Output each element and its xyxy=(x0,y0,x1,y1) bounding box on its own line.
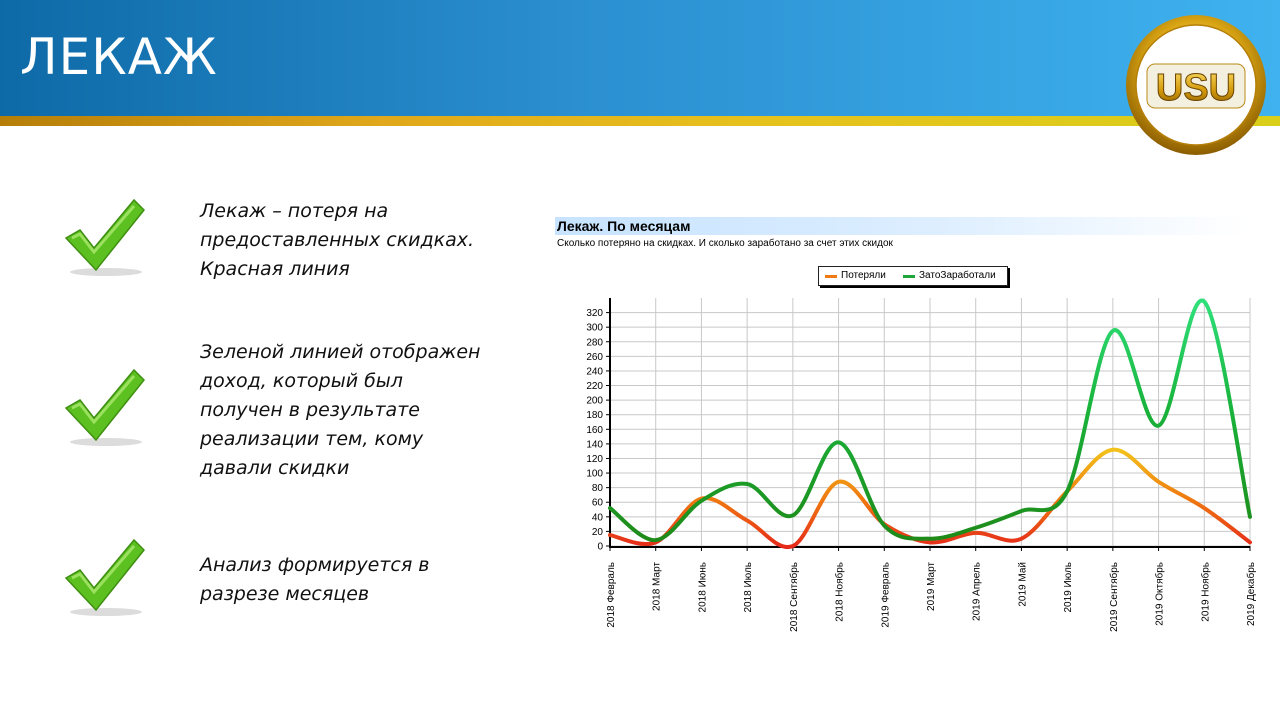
x-tick-label: 2019 Май xyxy=(1017,562,1029,607)
bullet-1-line-2: предоставленных скидках. xyxy=(200,229,475,251)
bullet-3-line-1: Анализ формируется в xyxy=(200,554,430,576)
legend-label-loss: Потеряли xyxy=(841,270,886,281)
x-tick-label: 2018 Сентябрь xyxy=(788,562,800,632)
y-tick-label: 300 xyxy=(586,322,603,334)
chart-subtitle: Сколько потеряно на скидках. И сколько заработано за счет этих скидок xyxy=(557,238,893,249)
x-tick-label: 2018 Март xyxy=(651,562,663,611)
bullet-3-line-2: разрезе месяцев xyxy=(200,583,370,605)
bullet-2-line-5: давали скидки xyxy=(200,457,350,479)
x-tick-label: 2019 Апрель xyxy=(971,562,983,621)
y-tick-label: 240 xyxy=(586,366,603,378)
chart-title: Лекаж. По месяцам xyxy=(555,217,1247,235)
legend-label-profit: ЗатоЗаработали xyxy=(919,270,996,281)
bullet-2-line-1: Зеленой линией отображен xyxy=(200,341,481,363)
bullet-2-line-3: получен в результате xyxy=(200,399,420,421)
y-tick-label: 60 xyxy=(591,497,603,509)
y-tick-label: 120 xyxy=(586,453,603,465)
x-tick-label: 2018 Июнь xyxy=(697,562,709,613)
bullet-2-line-2: доход, который был xyxy=(200,370,403,392)
x-tick-label: 2019 Октябрь xyxy=(1154,562,1166,626)
bullet-2-line-4: реализации тем, кому xyxy=(200,428,424,450)
logo-text: USU xyxy=(1155,67,1237,109)
y-tick-label: 160 xyxy=(586,424,603,436)
y-tick-label: 260 xyxy=(586,351,603,363)
y-tick-label: 40 xyxy=(591,512,603,524)
y-tick-label: 320 xyxy=(586,308,603,320)
x-tick-label: 2019 Март xyxy=(926,562,937,611)
y-tick-label: 140 xyxy=(586,439,603,451)
x-tick-label: 2018 Июль xyxy=(743,562,755,613)
bullet-1-line-1: Лекаж – потеря на xyxy=(200,200,389,222)
y-tick-label: 280 xyxy=(586,337,603,349)
x-tick-label: 2019 Февраль xyxy=(880,562,892,628)
x-tick-label: 2019 Ноябрь xyxy=(1200,562,1212,622)
slide-title: ЛЕКАЖ xyxy=(20,28,218,86)
y-tick-label: 80 xyxy=(591,483,603,495)
y-tick-label: 100 xyxy=(586,468,603,480)
x-tick-label: 2018 Ноябрь xyxy=(834,562,846,622)
bullet-1-line-3: Красная линия xyxy=(200,258,350,280)
x-tick-label: 2019 Декабрь xyxy=(1246,562,1257,627)
x-tick-label: 2019 Июль xyxy=(1063,562,1075,613)
y-tick-label: 180 xyxy=(586,410,603,422)
y-tick-label: 20 xyxy=(591,526,603,538)
x-tick-label: 2018 Февраль xyxy=(606,562,617,628)
y-tick-label: 200 xyxy=(586,395,603,407)
x-tick-label: 2019 Сентябрь xyxy=(1108,562,1120,632)
y-tick-label: 220 xyxy=(586,381,603,393)
y-tick-label: 0 xyxy=(597,541,603,553)
